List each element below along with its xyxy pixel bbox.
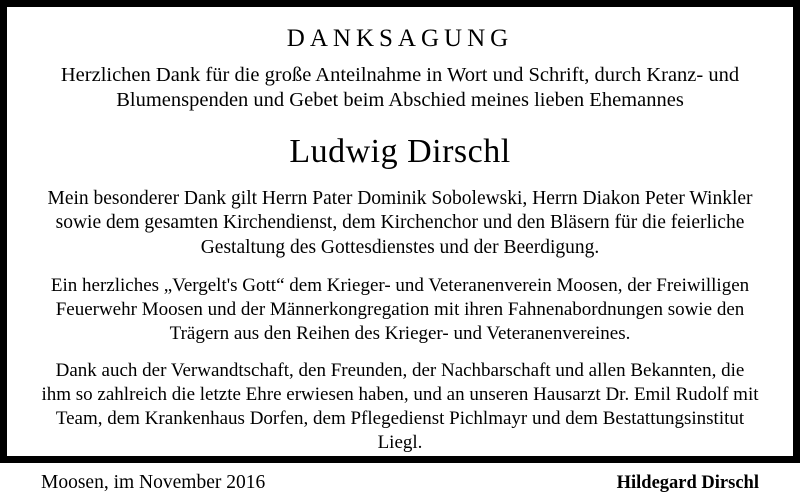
thanks-paragraph-2: Ein herzliches „Vergelt's Gott“ dem Krieger- und Veteranenverein Moosen, der Freiwilligen Feuerwehr Moosen und der Männerkongregation mit ihren Fahnenabordnungen sowie den Trägern aus den Reihen des Krieger- und Veteranenvereines.	[50, 275, 750, 344]
thanks-paragraph-1: Mein besonderer Dank gilt Herrn Pater Dominik Sobolewski, Herrn Diakon Peter Winkler sowie dem gesamten Kirchendienst, dem Kirchenchor und den Bläsern für die feierliche Gestaltung des Gottesdienstes und der Beerdigung.	[47, 188, 753, 258]
signer-name: Hildegard Dirschl	[616, 473, 759, 494]
notice-heading: DANKSAGUNG	[286, 25, 514, 52]
notice-footer	[41, 472, 759, 494]
thanks-paragraph-3: Dank auch der Verwandtschaft, den Freunden, der Nachbarschaft und allen Bekannten, die ihm so zahlreich die letzte Ehre erwiesen haben, und an unseren Hausarzt Dr. Emil Rudolf mit Team, dem Krankenhaus Dorfen, dem Pflegedienst Pichlmayr und dem Bestattungsinstitut Liegl.	[41, 360, 759, 453]
notice-intro-text: Herzlichen Dank für die große Anteilnahme in Wort und Schrift, durch Kranz- und Blumenspenden und Gebet beim Abschied meines lieben Ehemannes	[60, 64, 740, 111]
place-and-date: Moosen, im November 2016	[41, 472, 266, 494]
deceased-name: Ludwig Dirschl	[289, 133, 511, 170]
